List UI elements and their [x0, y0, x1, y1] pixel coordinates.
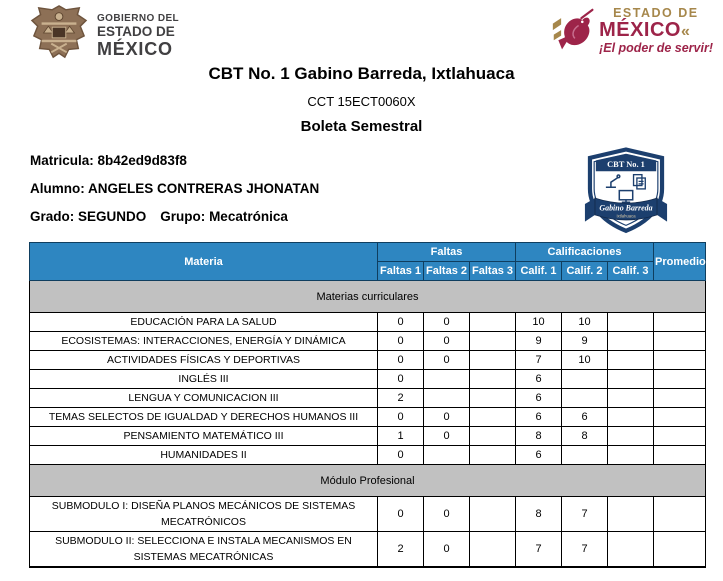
value-cell: 6	[516, 370, 562, 389]
value-cell: 0	[424, 497, 470, 532]
value-cell	[608, 532, 654, 568]
value-cell: 0	[378, 351, 424, 370]
value-cell: 0	[424, 427, 470, 446]
value-cell	[608, 408, 654, 427]
title-block	[0, 64, 723, 135]
value-cell	[654, 497, 706, 532]
alumno-label: Alumno:	[30, 181, 85, 196]
gobierno-edomex-wordmark	[97, 7, 179, 59]
group-header-calificaciones: Calificaciones	[516, 243, 654, 262]
value-cell: 10	[516, 313, 562, 332]
value-cell: 6	[516, 408, 562, 427]
table-row	[30, 389, 706, 408]
value-cell: 0	[424, 332, 470, 351]
matricula-label: Matricula:	[30, 153, 94, 168]
table-body	[30, 281, 706, 568]
value-cell	[470, 497, 516, 532]
value-cell	[608, 497, 654, 532]
edo-mexico-text: MÉXICO	[599, 19, 681, 41]
edo-line2	[599, 20, 713, 40]
value-cell	[470, 427, 516, 446]
materia-cell: SUBMODULO I: DISEÑA PLANOS MECÁNICOS DE SISTEMAS MECATRÓNICOS	[30, 497, 378, 532]
value-cell	[654, 389, 706, 408]
edomex-coat-of-arms-icon	[30, 4, 88, 62]
col-header-faltas-2: Faltas 2	[424, 262, 470, 281]
school-title: CBT No. 1 Gabino Barreda, Ixtlahuaca	[208, 64, 515, 83]
school-shield-icon	[584, 147, 668, 235]
value-cell: 0	[378, 446, 424, 465]
materia-cell: LENGUA Y COMUNICACION III	[30, 389, 378, 408]
value-cell	[608, 370, 654, 389]
table-row	[30, 351, 706, 370]
section-title: Materias curriculares	[30, 281, 706, 313]
value-cell: 0	[378, 313, 424, 332]
badge-name-text: Gabino Barreda	[599, 203, 653, 213]
section-title: Módulo Profesional	[30, 465, 706, 497]
value-cell: 8	[516, 497, 562, 532]
value-cell: 6	[562, 408, 608, 427]
value-cell: 6	[516, 446, 562, 465]
value-cell: 0	[378, 408, 424, 427]
materia-cell: INGLÉS III	[30, 370, 378, 389]
value-cell	[470, 408, 516, 427]
alumno-value: ANGELES CONTRERAS JHONATAN	[88, 181, 320, 196]
document-title: Boleta Semestral	[300, 118, 423, 135]
gob-line2: ESTADO DE	[97, 23, 175, 39]
col-header-faltas-3: Faltas 3	[470, 262, 516, 281]
group-header-faltas: Faltas	[378, 243, 516, 262]
badge-location-text: Ixtlahuaca	[616, 213, 636, 219]
col-header-materia: Materia	[30, 243, 378, 281]
value-cell	[654, 313, 706, 332]
section-row	[30, 281, 706, 313]
student-info	[30, 153, 319, 237]
value-cell	[562, 370, 608, 389]
table-row	[30, 370, 706, 389]
badge-top-text: CBT No. 1	[607, 160, 645, 170]
gob-line3: MÉXICO	[97, 39, 173, 60]
value-cell: 7	[516, 351, 562, 370]
value-cell	[654, 427, 706, 446]
value-cell	[654, 532, 706, 568]
col-header-calif-2: Calif. 2	[562, 262, 608, 281]
materia-cell: HUMANIDADES II	[30, 446, 378, 465]
table-row	[30, 532, 706, 568]
table-row	[30, 497, 706, 532]
materia-cell: PENSAMIENTO MATEMÁTICO III	[30, 427, 378, 446]
value-cell: 0	[378, 332, 424, 351]
value-cell: 2	[378, 389, 424, 408]
value-cell	[654, 370, 706, 389]
value-cell	[470, 370, 516, 389]
value-cell: 0	[378, 497, 424, 532]
value-cell	[654, 408, 706, 427]
value-cell	[470, 532, 516, 568]
col-header-calif-3: Calif. 3	[608, 262, 654, 281]
gold-chevron-icon: «	[680, 23, 691, 40]
table-row	[30, 313, 706, 332]
value-cell: 0	[424, 313, 470, 332]
value-cell	[654, 332, 706, 351]
school-badge	[584, 147, 668, 240]
edo-tagline: ¡El poder de servir!	[599, 41, 713, 55]
value-cell: 0	[424, 532, 470, 568]
gob-line1: GOBIERNO DEL	[97, 12, 180, 24]
section-row	[30, 465, 706, 497]
col-header-faltas-1: Faltas 1	[378, 262, 424, 281]
value-cell	[654, 351, 706, 370]
value-cell: 0	[424, 351, 470, 370]
table-row	[30, 427, 706, 446]
value-cell: 8	[562, 427, 608, 446]
value-cell: 2	[378, 532, 424, 568]
grupo-value: Mecatrónica	[209, 209, 288, 224]
value-cell	[608, 332, 654, 351]
value-cell	[562, 389, 608, 408]
value-cell: 8	[516, 427, 562, 446]
col-header-promedio: Promedio	[654, 243, 706, 281]
value-cell	[608, 313, 654, 332]
cct-code: CCT 15ECT0060X	[307, 94, 416, 109]
value-cell: 6	[516, 389, 562, 408]
value-cell	[470, 351, 516, 370]
value-cell	[470, 313, 516, 332]
value-cell	[654, 446, 706, 465]
alumno-line	[30, 181, 319, 196]
col-header-calif-1: Calif. 1	[516, 262, 562, 281]
gobierno-edomex-logo	[30, 4, 179, 62]
materia-cell: EDUCACIÓN PARA LA SALUD	[30, 313, 378, 332]
table-row	[30, 408, 706, 427]
grado-label: Grado:	[30, 209, 75, 224]
matricula-value: 8b42ed9d83f8	[97, 153, 187, 168]
estado-de-mexico-wordmark	[599, 6, 713, 55]
materia-cell: TEMAS SELECTOS DE IGUALDAD Y DERECHOS HUMANOS III	[30, 408, 378, 427]
value-cell: 7	[516, 532, 562, 568]
value-cell: 9	[562, 332, 608, 351]
matricula-line	[30, 153, 319, 168]
value-cell: 10	[562, 351, 608, 370]
value-cell: 10	[562, 313, 608, 332]
value-cell	[470, 389, 516, 408]
value-cell	[470, 332, 516, 351]
value-cell: 0	[378, 370, 424, 389]
value-cell: 7	[562, 497, 608, 532]
value-cell: 1	[378, 427, 424, 446]
grupo-label: Grupo:	[160, 209, 206, 224]
materia-cell: ACTIVIDADES FÍSICAS Y DEPORTIVAS	[30, 351, 378, 370]
value-cell	[608, 389, 654, 408]
grado-value: SEGUNDO	[78, 209, 147, 224]
value-cell	[470, 446, 516, 465]
value-cell	[608, 427, 654, 446]
value-cell	[424, 389, 470, 408]
value-cell	[608, 351, 654, 370]
grado-grupo-line	[30, 209, 319, 224]
value-cell	[608, 446, 654, 465]
value-cell: 9	[516, 332, 562, 351]
materia-cell: ECOSISTEMAS: INTERACCIONES, ENERGÍA Y DINÁMICA	[30, 332, 378, 351]
value-cell	[424, 446, 470, 465]
edo-line1: ESTADO DE	[613, 6, 699, 20]
value-cell	[562, 446, 608, 465]
estado-de-mexico-logo	[551, 6, 713, 56]
grades-table	[29, 242, 706, 568]
value-cell: 0	[424, 408, 470, 427]
grades-table-header	[30, 243, 706, 281]
table-row	[30, 332, 706, 351]
materia-cell: SUBMODULO II: SELECCIONA E INSTALA MECANISMOS EN SISTEMAS MECATRÓNICAS	[30, 532, 378, 568]
value-cell: 7	[562, 532, 608, 568]
value-cell	[424, 370, 470, 389]
hummingbird-icon	[551, 6, 597, 56]
table-row	[30, 446, 706, 465]
